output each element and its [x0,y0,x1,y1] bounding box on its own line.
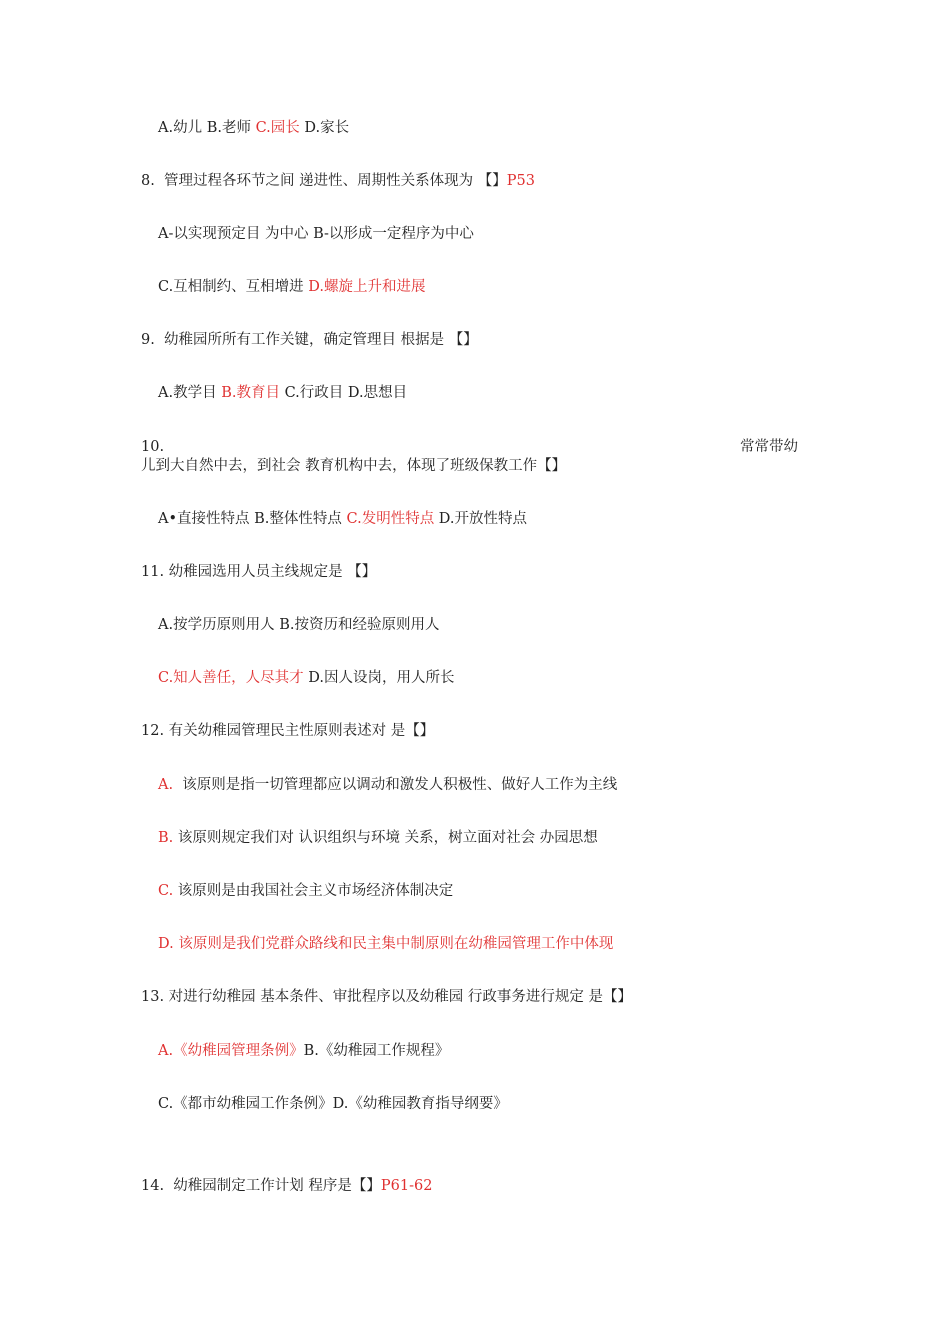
question-text: D.家长 [299,120,350,136]
question-text: A.教学目 [158,385,222,401]
text-line [158,775,617,795]
question-text: A.幼儿 B.老师 [158,120,256,136]
text-line [158,509,527,529]
highlighted-answer-text: C. [158,883,174,899]
text-line [158,828,598,848]
question-text: D.因人设岗，用人所长 [303,670,455,686]
question-text: D.开放性特点 [434,511,528,527]
question-text: 该原则是指一切管理都应以调动和激发人积极性、做好人工作为主线 [173,777,618,793]
highlighted-answer-text: B. [158,830,174,846]
highlighted-answer-text: B.教育目 [221,385,280,401]
question-text: 13. 对进行幼稚园 基本条件、审批程序以及幼稚园 行政事务进行规定 是【】 [141,989,632,1005]
text-line [158,615,439,635]
highlighted-answer-text: D. 该原则是我们党群众路线和民主集中制原则在幼稚园管理工作中体现 [158,936,614,952]
question-text: 11. 幼稚园选用人员主线规定是 【】 [141,564,377,580]
highlighted-answer-text: C.发明性特点 [346,511,435,527]
question-text: A-以实现预定目 为中心 B-以形成一定程序为中心 [158,226,474,242]
question-text: 14. 幼稚园制定工作计划 程序是【】 [141,1178,381,1194]
highlighted-answer-text: A. [158,777,174,793]
question-text: 常常带幼 [740,439,798,455]
question-text: C.互相制约、互相增进 [158,279,309,295]
question-text: 12. 有关幼稚园管理民主性原则表述对 是【】 [141,723,435,739]
text-line [158,668,455,688]
text-line [141,330,478,350]
highlighted-answer-text: P61-62 [380,1178,433,1194]
question-text: B.《幼稚园工作规程》 [303,1043,450,1059]
text-line [141,456,566,476]
question-text: C.行政目 D.思想目 [279,385,408,401]
question-text: 该原则是由我国社会主义市场经济体制决定 [173,883,454,899]
question-text: A•直接性特点 B.整体性特点 [158,511,347,527]
text-line [141,1176,432,1196]
text-line [158,383,407,403]
question-text: 10. [141,439,165,455]
text-line [141,721,434,741]
text-line [158,881,453,901]
text-line [158,1094,508,1114]
text-line [158,277,426,297]
text-line [158,934,613,954]
text-line [141,562,376,582]
text-line [158,224,474,244]
text-line [141,437,164,457]
question-text: 8. 管理过程各环节之间 递进性、周期性关系体现为 【】 [141,173,507,189]
text-line [740,437,798,457]
question-text: 9. 幼稚园所所有工作关键，确定管理目 根据是 【】 [141,332,478,348]
question-text: C.《都市幼稚园工作条例》D.《幼稚园教育指导纲要》 [158,1096,508,1112]
question-text: A.按学历原则用人 B.按资历和经验原则用人 [158,617,440,633]
text-line [141,171,535,191]
text-line [158,1041,449,1061]
highlighted-answer-text: A.《幼稚园管理条例》 [158,1043,304,1059]
question-text: 儿到大自然中去，到社会 教育机构中去，体现了班级保教工作【】 [141,458,567,474]
text-line [141,987,632,1007]
question-text: 该原则规定我们对 认识组织与环境 关系，树立面对社会 办园思想 [173,830,598,846]
highlighted-answer-text: C.知人善任，人尽其才 [158,670,304,686]
text-line [158,118,349,138]
highlighted-answer-text: P53 [506,173,535,189]
highlighted-answer-text: C.园长 [255,120,300,136]
highlighted-answer-text: D.螺旋上升和进展 [308,279,426,295]
